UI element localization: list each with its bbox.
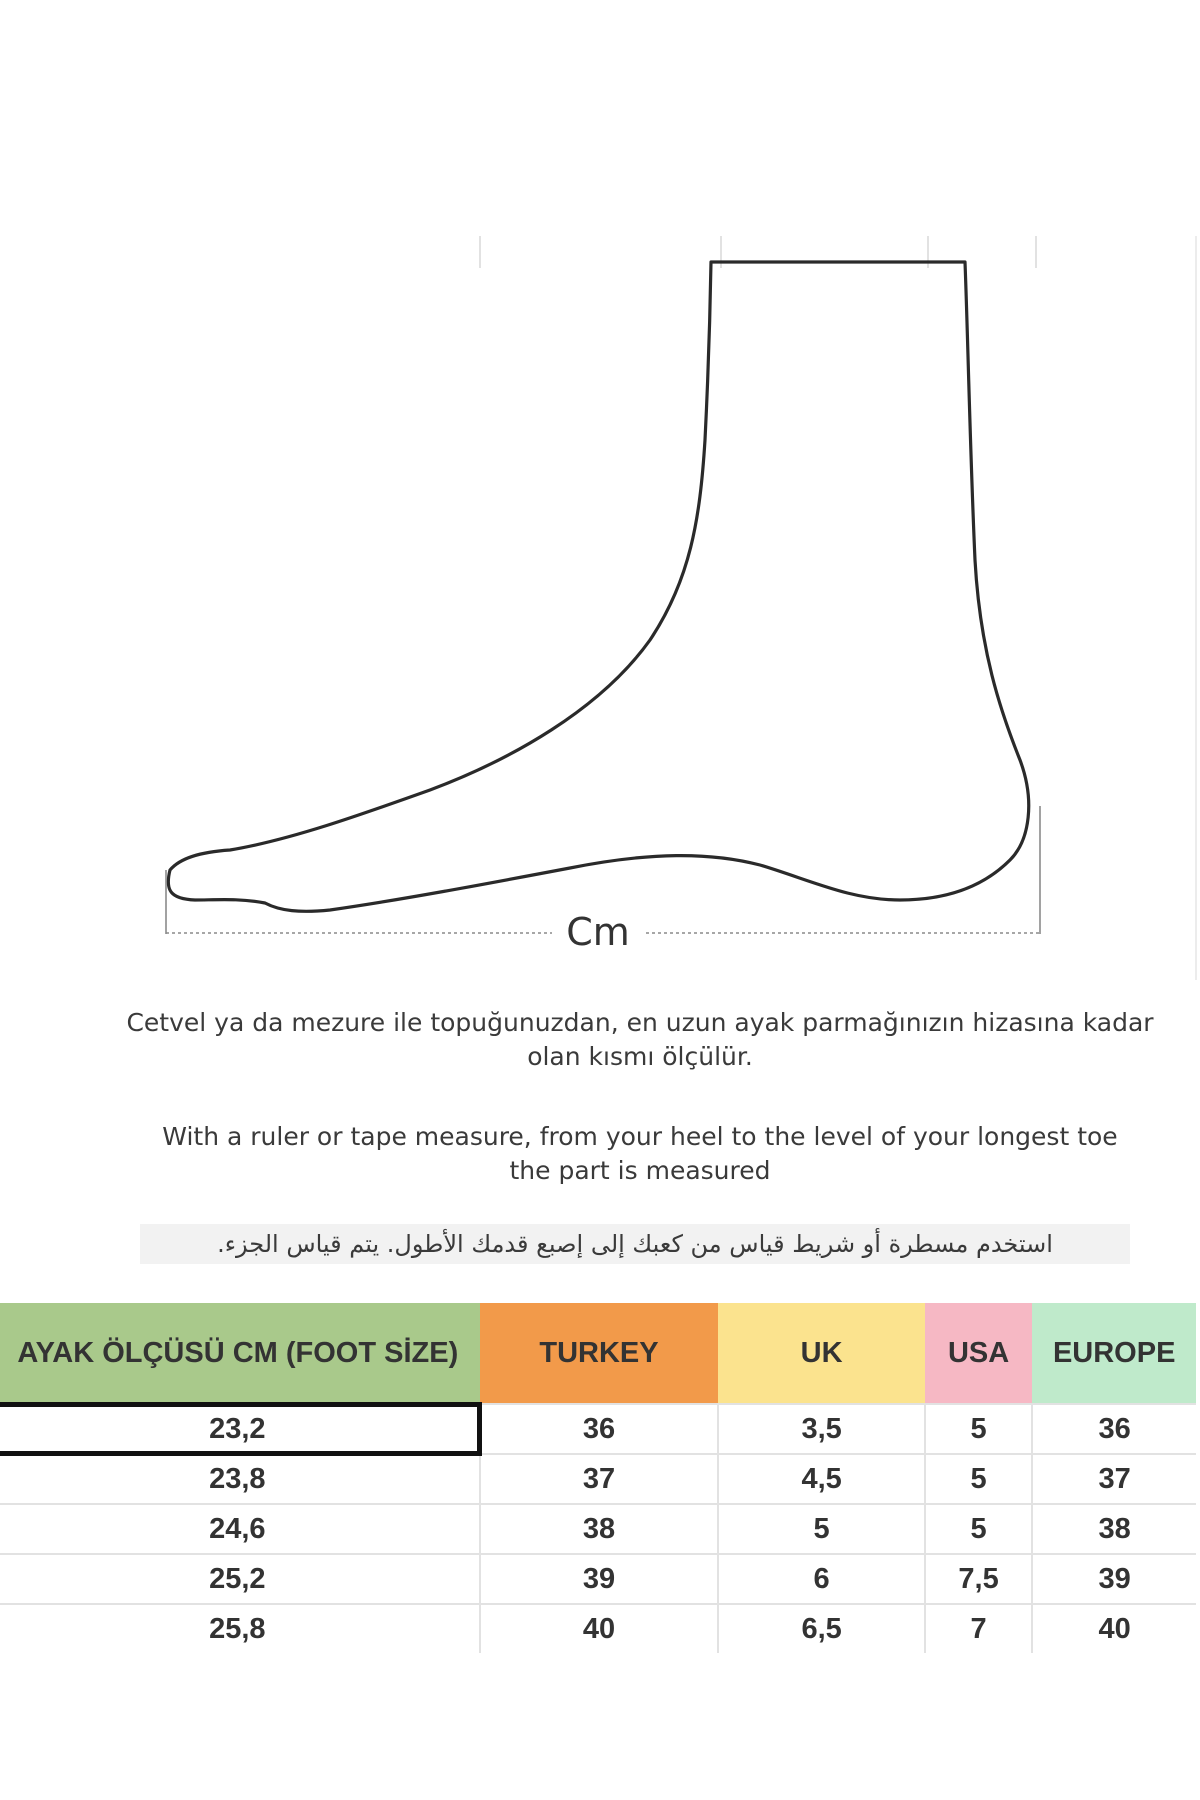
cell-uk[interactable]: 3,5	[718, 1404, 924, 1454]
cell-usa[interactable]: 7,5	[925, 1554, 1033, 1604]
cell-turkey[interactable]: 40	[480, 1604, 719, 1653]
instruction-turkish-line1: Cetvel ya da mezure ile topuğunuzdan, en uzun ayak parmağınızın hizasına kadar	[126, 1008, 1154, 1037]
cell-foot-size[interactable]: 23,8	[0, 1454, 480, 1504]
table-row	[0, 1504, 1196, 1554]
foot-outline	[168, 262, 1028, 911]
cell-turkey[interactable]: 37	[480, 1454, 719, 1504]
cell-usa[interactable]: 5	[925, 1454, 1033, 1504]
instruction-arabic: استخدم مسطرة أو شريط قياس من كعبك إلى إصبع قدمك الأطول. يتم قياس الجزء.	[140, 1224, 1130, 1264]
cell-europe[interactable]: 38	[1032, 1504, 1196, 1554]
cell-uk[interactable]: 4,5	[718, 1454, 924, 1504]
instruction-english	[100, 1120, 1180, 1188]
instruction-turkish-line2: olan kısmı ölçülür.	[527, 1042, 753, 1071]
cell-foot-size[interactable]: 25,8	[0, 1604, 480, 1653]
cell-europe[interactable]: 39	[1032, 1554, 1196, 1604]
instruction-english-line2: the part is measured	[509, 1156, 771, 1185]
table-row	[0, 1554, 1196, 1604]
header-foot-size: AYAK ÖLÇÜSÜ CM (FOOT SİZE)	[0, 1303, 480, 1404]
header-europe: EUROPE	[1032, 1303, 1196, 1404]
cell-turkey[interactable]: 39	[480, 1554, 719, 1604]
header-uk: UK	[718, 1303, 924, 1404]
table-row	[0, 1454, 1196, 1504]
cell-europe[interactable]: 40	[1032, 1604, 1196, 1653]
cell-foot-size[interactable]: 23,2	[0, 1404, 480, 1454]
cell-turkey[interactable]: 38	[480, 1504, 719, 1554]
measure-unit-label: Cm	[552, 910, 644, 954]
cell-usa[interactable]: 5	[925, 1404, 1033, 1454]
cell-usa[interactable]: 5	[925, 1504, 1033, 1554]
instruction-english-line1: With a ruler or tape measure, from your heel to the level of your longest toe	[162, 1122, 1118, 1151]
table-row	[0, 1604, 1196, 1653]
cell-usa[interactable]: 7	[925, 1604, 1033, 1653]
background-gridlines	[480, 236, 1196, 980]
cell-foot-size[interactable]: 24,6	[0, 1504, 480, 1554]
table-header-row	[0, 1303, 1196, 1404]
table-row	[0, 1404, 1196, 1454]
cell-turkey[interactable]: 36	[480, 1404, 719, 1454]
instruction-turkish	[100, 1006, 1180, 1074]
cell-uk[interactable]: 6,5	[718, 1604, 924, 1653]
cell-uk[interactable]: 6	[718, 1554, 924, 1604]
cell-europe[interactable]: 37	[1032, 1454, 1196, 1504]
size-chart-table	[0, 1303, 1196, 1653]
header-usa: USA	[925, 1303, 1033, 1404]
cell-foot-size[interactable]: 25,2	[0, 1554, 480, 1604]
header-turkey: TURKEY	[480, 1303, 719, 1404]
cell-europe[interactable]: 36	[1032, 1404, 1196, 1454]
cell-uk[interactable]: 5	[718, 1504, 924, 1554]
